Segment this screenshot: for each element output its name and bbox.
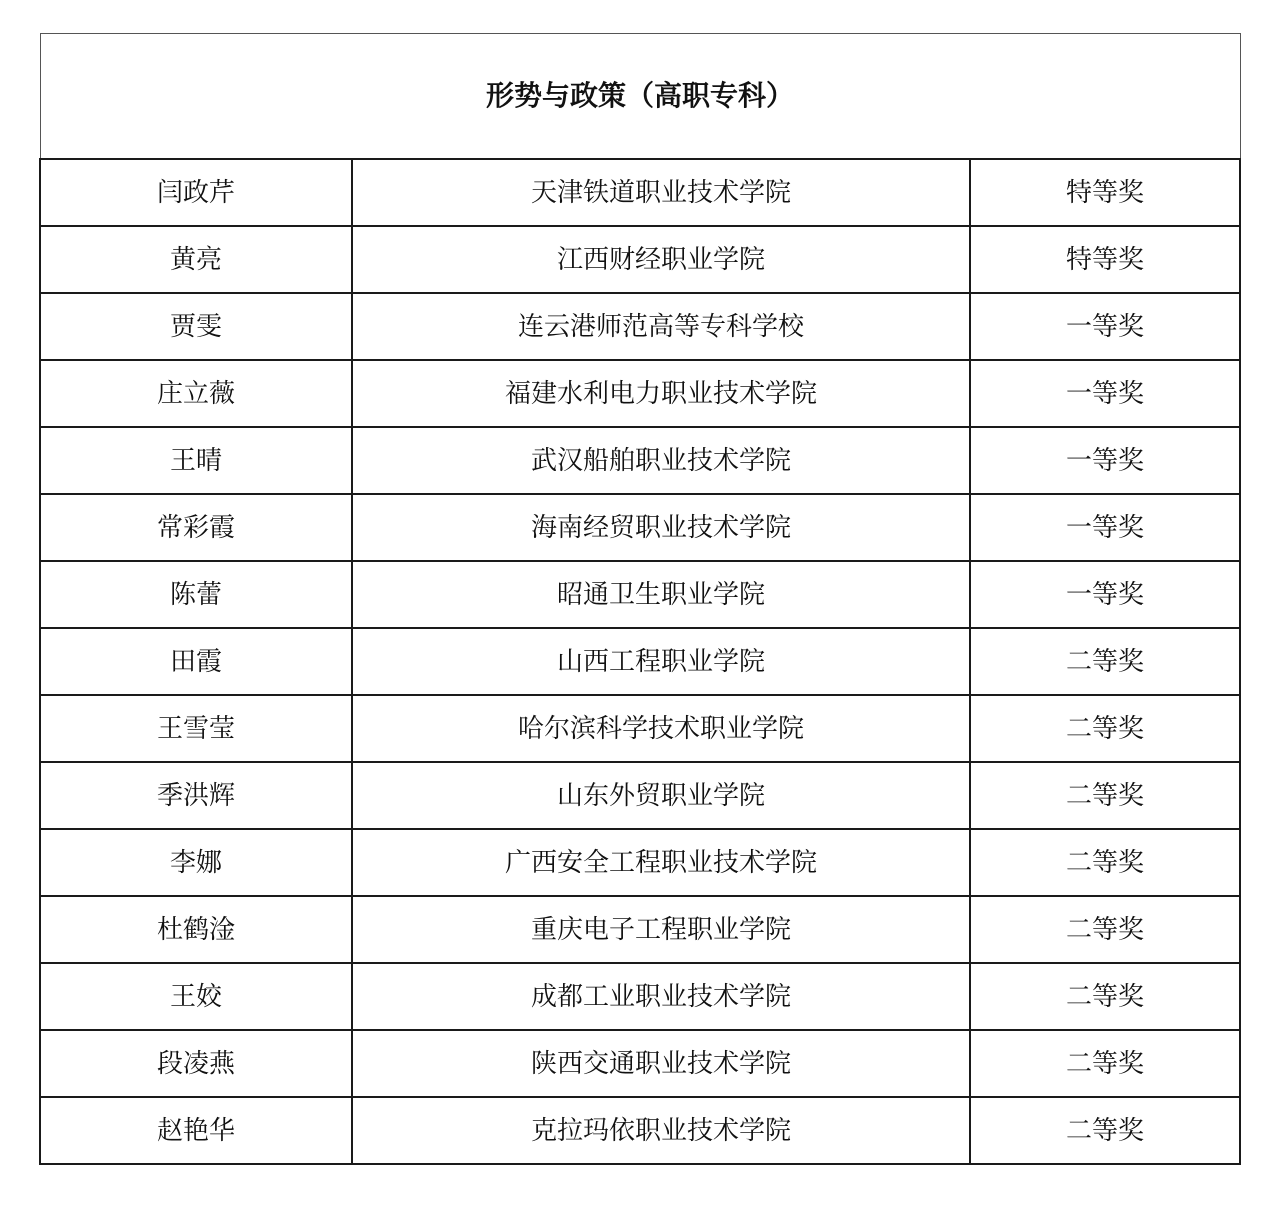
award-level-cell: 一等奖 [970, 427, 1240, 494]
table-row [40, 896, 1240, 963]
award-level-cell: 一等奖 [970, 561, 1240, 628]
table-row [40, 494, 1240, 561]
table-row [40, 293, 1240, 360]
award-level-cell: 二等奖 [970, 762, 1240, 829]
winner-name-cell: 陈蕾 [40, 561, 352, 628]
school-name-cell: 陕西交通职业技术学院 [352, 1030, 970, 1097]
award-level-cell: 二等奖 [970, 1030, 1240, 1097]
winner-name-cell: 常彩霞 [40, 494, 352, 561]
school-name-cell: 广西安全工程职业技术学院 [352, 829, 970, 896]
school-name-cell: 福建水利电力职业技术学院 [352, 360, 970, 427]
winner-name-cell: 杜鹤淦 [40, 896, 352, 963]
winner-name-cell: 贾雯 [40, 293, 352, 360]
table-row [40, 1097, 1240, 1164]
winner-name-cell: 田霞 [40, 628, 352, 695]
school-name-cell: 昭通卫生职业学院 [352, 561, 970, 628]
table-row [40, 226, 1240, 293]
winner-name-cell: 季洪辉 [40, 762, 352, 829]
table-row [40, 1030, 1240, 1097]
school-name-cell: 哈尔滨科学技术职业学院 [352, 695, 970, 762]
table-row [40, 628, 1240, 695]
table-row [40, 829, 1240, 896]
school-name-cell: 山东外贸职业学院 [352, 762, 970, 829]
school-name-cell: 天津铁道职业技术学院 [352, 159, 970, 226]
award-level-cell: 二等奖 [970, 896, 1240, 963]
winner-name-cell: 赵艳华 [40, 1097, 352, 1164]
award-table [39, 33, 1241, 1165]
award-level-cell: 二等奖 [970, 963, 1240, 1030]
school-name-cell: 山西工程职业学院 [352, 628, 970, 695]
winner-name-cell: 黄亮 [40, 226, 352, 293]
table-row [40, 963, 1240, 1030]
award-level-cell: 一等奖 [970, 360, 1240, 427]
school-name-cell: 江西财经职业学院 [352, 226, 970, 293]
school-name-cell: 海南经贸职业技术学院 [352, 494, 970, 561]
award-level-cell: 二等奖 [970, 695, 1240, 762]
school-name-cell: 成都工业职业技术学院 [352, 963, 970, 1030]
award-level-cell: 一等奖 [970, 494, 1240, 561]
award-level-cell: 特等奖 [970, 159, 1240, 226]
table-row [40, 427, 1240, 494]
winner-name-cell: 王雪莹 [40, 695, 352, 762]
school-name-cell: 重庆电子工程职业学院 [352, 896, 970, 963]
school-name-cell: 连云港师范高等专科学校 [352, 293, 970, 360]
award-level-cell: 特等奖 [970, 226, 1240, 293]
winner-name-cell: 闫政芹 [40, 159, 352, 226]
winner-name-cell: 王姣 [40, 963, 352, 1030]
table-row [40, 561, 1240, 628]
title-row [40, 34, 1240, 160]
table-row [40, 159, 1240, 226]
award-level-cell: 一等奖 [970, 293, 1240, 360]
winner-name-cell: 庄立薇 [40, 360, 352, 427]
winner-name-cell: 李娜 [40, 829, 352, 896]
award-level-cell: 二等奖 [970, 628, 1240, 695]
winner-name-cell: 段凌燕 [40, 1030, 352, 1097]
award-level-cell: 二等奖 [970, 829, 1240, 896]
table-row [40, 762, 1240, 829]
school-name-cell: 武汉船舶职业技术学院 [352, 427, 970, 494]
table-row [40, 360, 1240, 427]
award-list-document [39, 33, 1239, 1165]
award-table-body [40, 34, 1240, 1165]
table-title: 形势与政策（高职专科） [40, 34, 1240, 160]
award-level-cell: 二等奖 [970, 1097, 1240, 1164]
table-row [40, 695, 1240, 762]
school-name-cell: 克拉玛依职业技术学院 [352, 1097, 970, 1164]
winner-name-cell: 王晴 [40, 427, 352, 494]
